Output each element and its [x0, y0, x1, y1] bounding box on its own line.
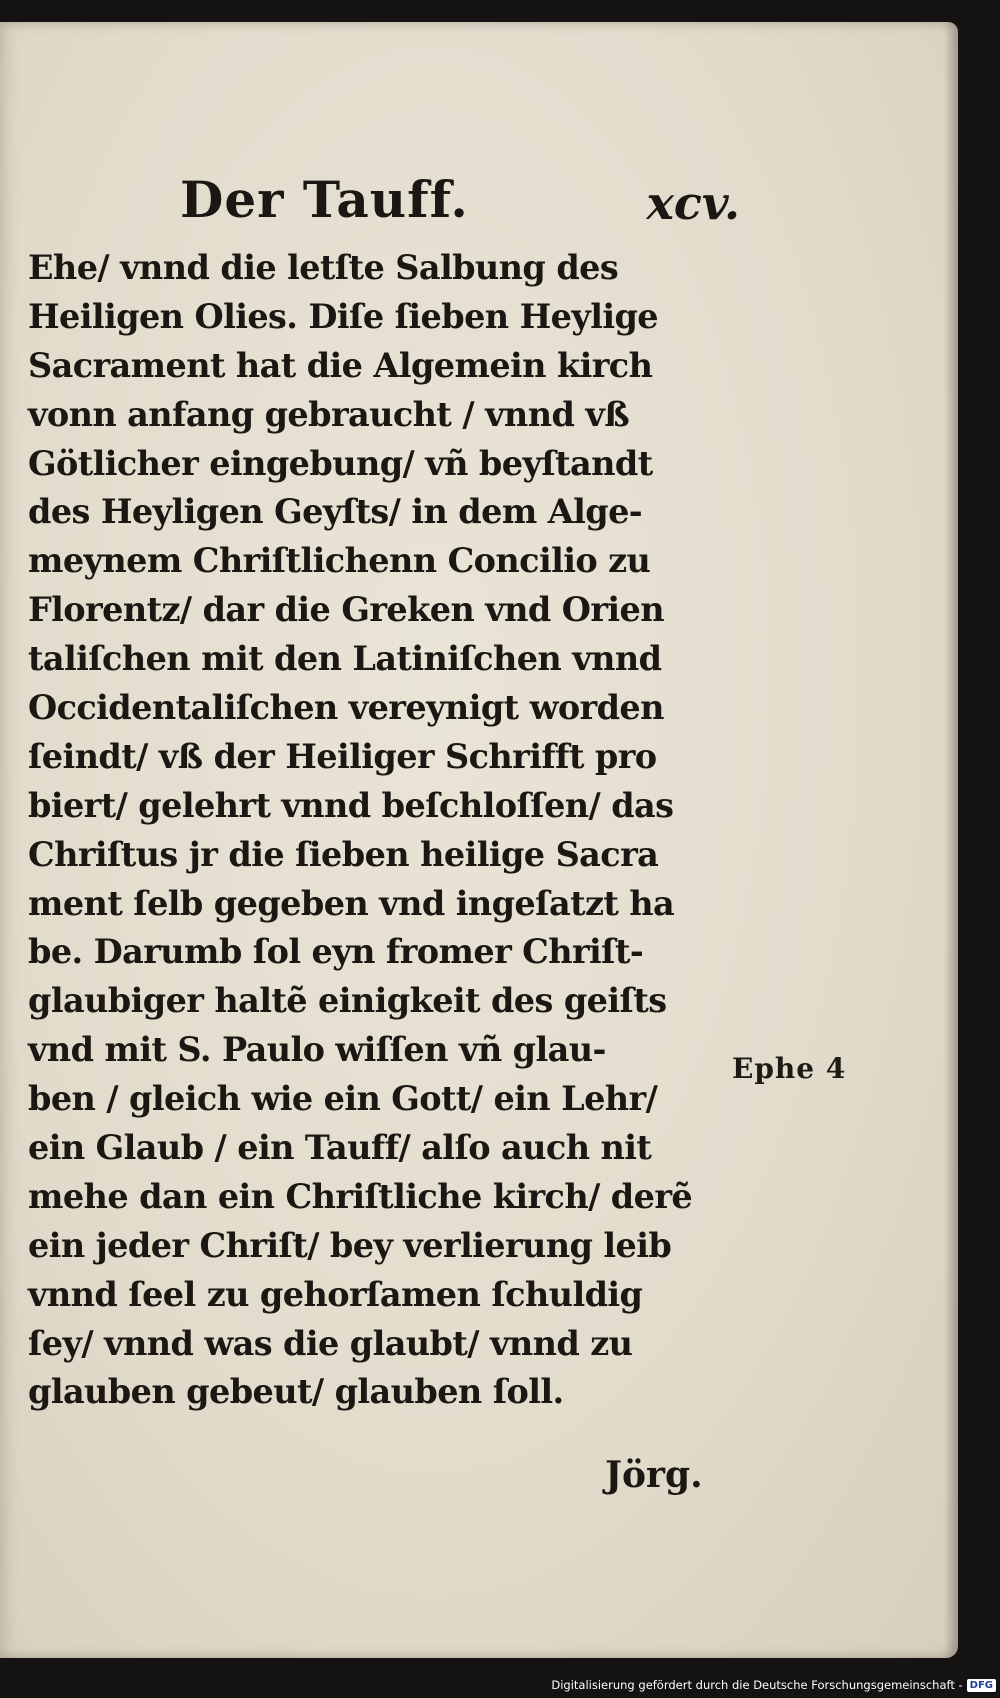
book-page — [0, 22, 958, 1658]
running-head: Der Tauff. — [180, 170, 469, 229]
catchword: Jörg. — [605, 1454, 703, 1496]
digitization-credit — [551, 1675, 996, 1695]
text-line: taliſchen mit den Latiniſchen vnnd — [28, 639, 662, 679]
page-header — [180, 170, 740, 240]
text-line: glaubiger haltẽ einigkeit des geiſts — [28, 981, 667, 1021]
text-line: vonn anfang gebraucht / vnnd vß — [28, 394, 630, 434]
text-line: ment ſelb gegeben vnd ingeſatzt ha — [28, 883, 675, 923]
text-line: biert/ gelehrt vnnd beſchloſſen/ das — [28, 785, 674, 825]
text-line: be. Darumb ſol eyn fromer Chriſt- — [28, 932, 644, 972]
text-line: des Heyligen Geyſts/ in dem Alge- — [28, 492, 643, 532]
text-line: glauben gebeut/ glauben ſoll. — [28, 1372, 564, 1412]
page-edge-shadow — [944, 22, 958, 1658]
text-line: ein jeder Chriſt/ bey verlierung leib — [28, 1225, 672, 1265]
folio-number: xcv. — [646, 176, 740, 230]
marginal-note: Ephe 4 — [732, 1052, 847, 1085]
text-line: meynem Chriſtlichenn Concilio zu — [28, 541, 651, 581]
text-line: ſey/ vnnd was die glaubt/ vnnd zu — [28, 1323, 633, 1363]
text-line: mehe dan ein Chriſtliche kirch/ derẽ — [28, 1176, 693, 1216]
text-line: Sacrament hat die Algemein kirch — [28, 345, 653, 385]
credit-text: Digitalisierung gefördert durch die Deutsche Forschungsgemeinschaft - — [551, 1678, 963, 1692]
text-line: Götlicher eingebung/ vñ beyſtandt — [28, 443, 653, 483]
text-line: Heiligen Olies. Diſe ſieben Heylige — [28, 296, 659, 336]
text-line: ſeindt/ vß der Heiliger Schrifft pro — [28, 736, 657, 776]
text-line: Chriſtus jr die ſieben heilige Sacra — [28, 834, 659, 874]
text-line: Florentz/ dar die Greken vnd Orien — [28, 590, 664, 630]
dfg-logo: DFG — [967, 1679, 996, 1692]
text-line: vnnd ſeel zu gehorſamen ſchuldig — [28, 1274, 643, 1314]
text-line: Occidentaliſchen vereynigt worden — [28, 688, 664, 728]
text-line: vnd mit S. Paulo wiſſen vñ glau- — [28, 1030, 606, 1070]
body-text — [28, 244, 748, 1417]
text-line: ein Glaub / ein Tauff/ alſo auch nit — [28, 1128, 652, 1168]
text-line: ben / gleich wie ein Gott/ ein Lehr/ — [28, 1079, 658, 1119]
text-line: Ehe/ vnnd die letſte Salbung des — [28, 248, 619, 287]
